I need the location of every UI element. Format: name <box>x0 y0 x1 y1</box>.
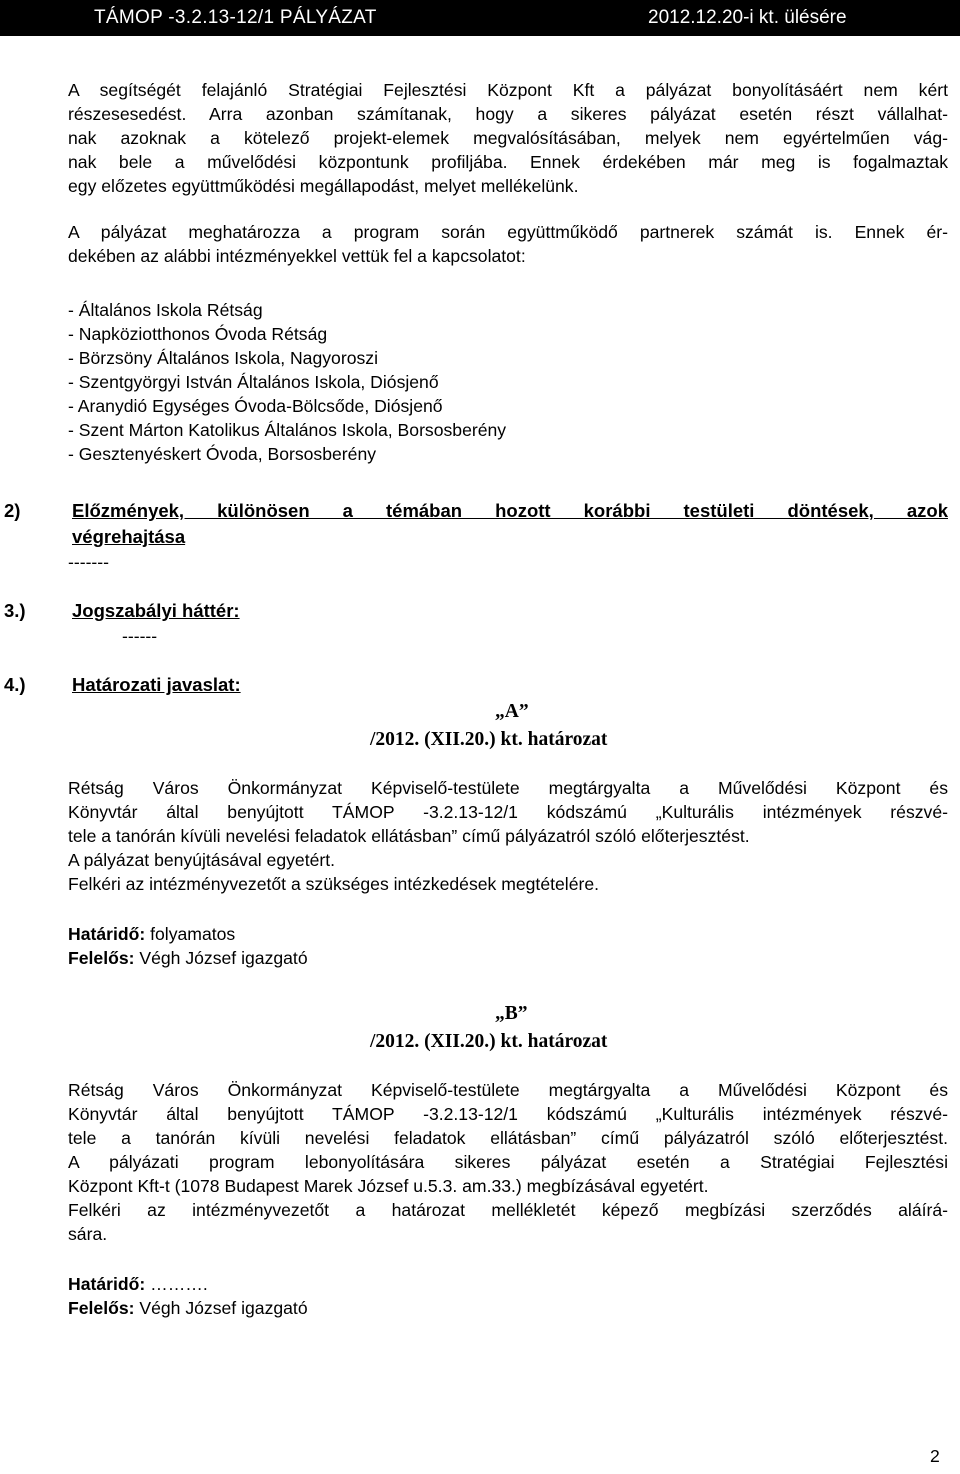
responsible-label: Felelős: <box>68 1298 135 1318</box>
decision-a-text <box>68 776 948 896</box>
decision-a-heading <box>68 698 948 754</box>
partners-paragraph <box>68 220 948 268</box>
decision-b-deadline <box>68 1272 948 1296</box>
section-3-heading <box>4 598 948 624</box>
section-title: Előzmények, különösen a témában hozott korábbi testületi döntések, azok <box>72 500 948 521</box>
section-2-heading <box>4 498 948 550</box>
section-4-heading <box>4 672 948 698</box>
section-title: Határozati javaslat: <box>72 674 241 695</box>
decision-line: Rétság Város Önkormányzat Képviselő-testülete megtárgyalta a Művelődési Központ és <box>68 778 948 798</box>
decision-b-text <box>68 1078 948 1246</box>
decision-line: Könyvtár által benyújtott TÁMOP -3.2.13-12/1 kódszámú „Kulturális intézmények részvé- <box>68 1104 948 1124</box>
decision-b-responsible <box>68 1296 948 1320</box>
decision-letter: „A” <box>495 701 529 722</box>
page-header <box>0 0 960 36</box>
section-number: 4.) <box>4 674 26 695</box>
list-item: - Börzsöny Általános Iskola, Nagyoroszi <box>68 348 378 368</box>
deadline-label: Határidő: <box>68 1274 146 1294</box>
document-body <box>4 78 948 1320</box>
section-number: 3.) <box>4 600 26 621</box>
decision-line: Felkéri az intézményvezetőt a határozat mellékletét képező megbízási szerződés aláírá- <box>68 1200 948 1220</box>
decision-line: tele a tanórán kívüli nevelési feladatok ellátásban” című pályázatról szóló előterjesztést. <box>68 1128 948 1148</box>
list-item: - Szentgyörgyi István Általános Iskola, Diósjenő <box>68 372 439 392</box>
deadline-label: Határidő: <box>68 924 146 944</box>
decision-b-heading <box>68 1000 948 1056</box>
intro-line: egy előzetes együttműködési megállapodást, melyet mellékelünk. <box>68 176 579 196</box>
decision-a-deadline <box>68 922 948 946</box>
header-title: TÁMOP -3.2.13-12/1 PÁLYÁZAT <box>94 7 377 28</box>
decision-letter: „B” <box>495 1003 528 1024</box>
section-3-content: ------ <box>122 626 158 646</box>
header-date: 2012.12.20-i kt. ülésére <box>648 7 847 28</box>
responsible-value: Végh József igazgató <box>134 1298 308 1318</box>
list-item: - Szent Márton Katolikus Általános Iskola, Borsosberény <box>68 420 507 440</box>
decision-line: A pályázati program lebonyolítására sikeres pályázat esetén a Stratégiai Fejlesztési <box>68 1152 948 1172</box>
list-item: - Gesztenyéskert Óvoda, Borsosberény <box>68 444 377 464</box>
intro-line: nak azoknak a kötelező projekt-elemek megvalósításában, melyek nem egyértelműen vág- <box>68 128 948 148</box>
partners-line: A pályázat meghatározza a program során együttműködő partnerek számát is. Ennek ér- <box>68 222 948 242</box>
decision-line: Könyvtár által benyújtott TÁMOP -3.2.13-12/1 kódszámú „Kulturális intézmények részvé- <box>68 802 948 822</box>
section-number: 2) <box>4 500 21 521</box>
intro-line: részesesedést. Arra azonban számítanak, hogy a sikeres pályázat esetén részt vállalhat- <box>68 104 948 124</box>
list-item: - Napköziotthonos Óvoda Rétság <box>68 324 328 344</box>
decision-line: sára. <box>68 1224 108 1244</box>
responsible-value: Végh József igazgató <box>134 948 308 968</box>
decision-number: /2012. (XII.20.) kt. határozat <box>370 729 608 750</box>
partners-line: dekében az alábbi intézményekkel vettük fel a kapcsolatot: <box>68 246 526 266</box>
responsible-label: Felelős: <box>68 948 135 968</box>
section-title-cont: végrehajtása <box>72 526 186 547</box>
section-title: Jogszabályi háttér: <box>72 600 240 621</box>
decision-line: A pályázat benyújtásával egyetért. <box>68 850 336 870</box>
list-item: - Aranydió Egységes Óvoda-Bölcsőde, Diósjenő <box>68 396 443 416</box>
decision-line: tele a tanórán kívüli nevelési feladatok ellátásban” című pályázatról szóló előterjesztést. <box>68 826 750 846</box>
intro-line: A segítségét felajánló Stratégiai Fejlesztési Központ Kft a pályázat bonyolításáért nem kért <box>68 80 948 100</box>
page-number: 2 <box>930 1446 940 1466</box>
decision-line: Központ Kft-t (1078 Budapest Marek József u.5.3. am.33.) megbízásával egyetért. <box>68 1176 709 1196</box>
deadline-value: ………. <box>145 1274 208 1294</box>
decision-line: Rétság Város Önkormányzat Képviselő-testülete megtárgyalta a Művelődési Központ és <box>68 1080 948 1100</box>
intro-line: nak bele a művelődési központunk profiljába. Ennek érdekében már meg is fogalmaztak <box>68 152 948 172</box>
decision-number: /2012. (XII.20.) kt. határozat <box>370 1031 608 1052</box>
intro-paragraph <box>68 78 948 198</box>
deadline-value: folyamatos <box>145 924 236 944</box>
partner-list <box>68 298 948 466</box>
section-2-content: ------- <box>68 552 110 572</box>
decision-line: Felkéri az intézményvezetőt a szükséges intézkedések megtételére. <box>68 874 600 894</box>
list-item: - Általános Iskola Rétság <box>68 300 263 320</box>
decision-a-responsible <box>68 946 948 970</box>
